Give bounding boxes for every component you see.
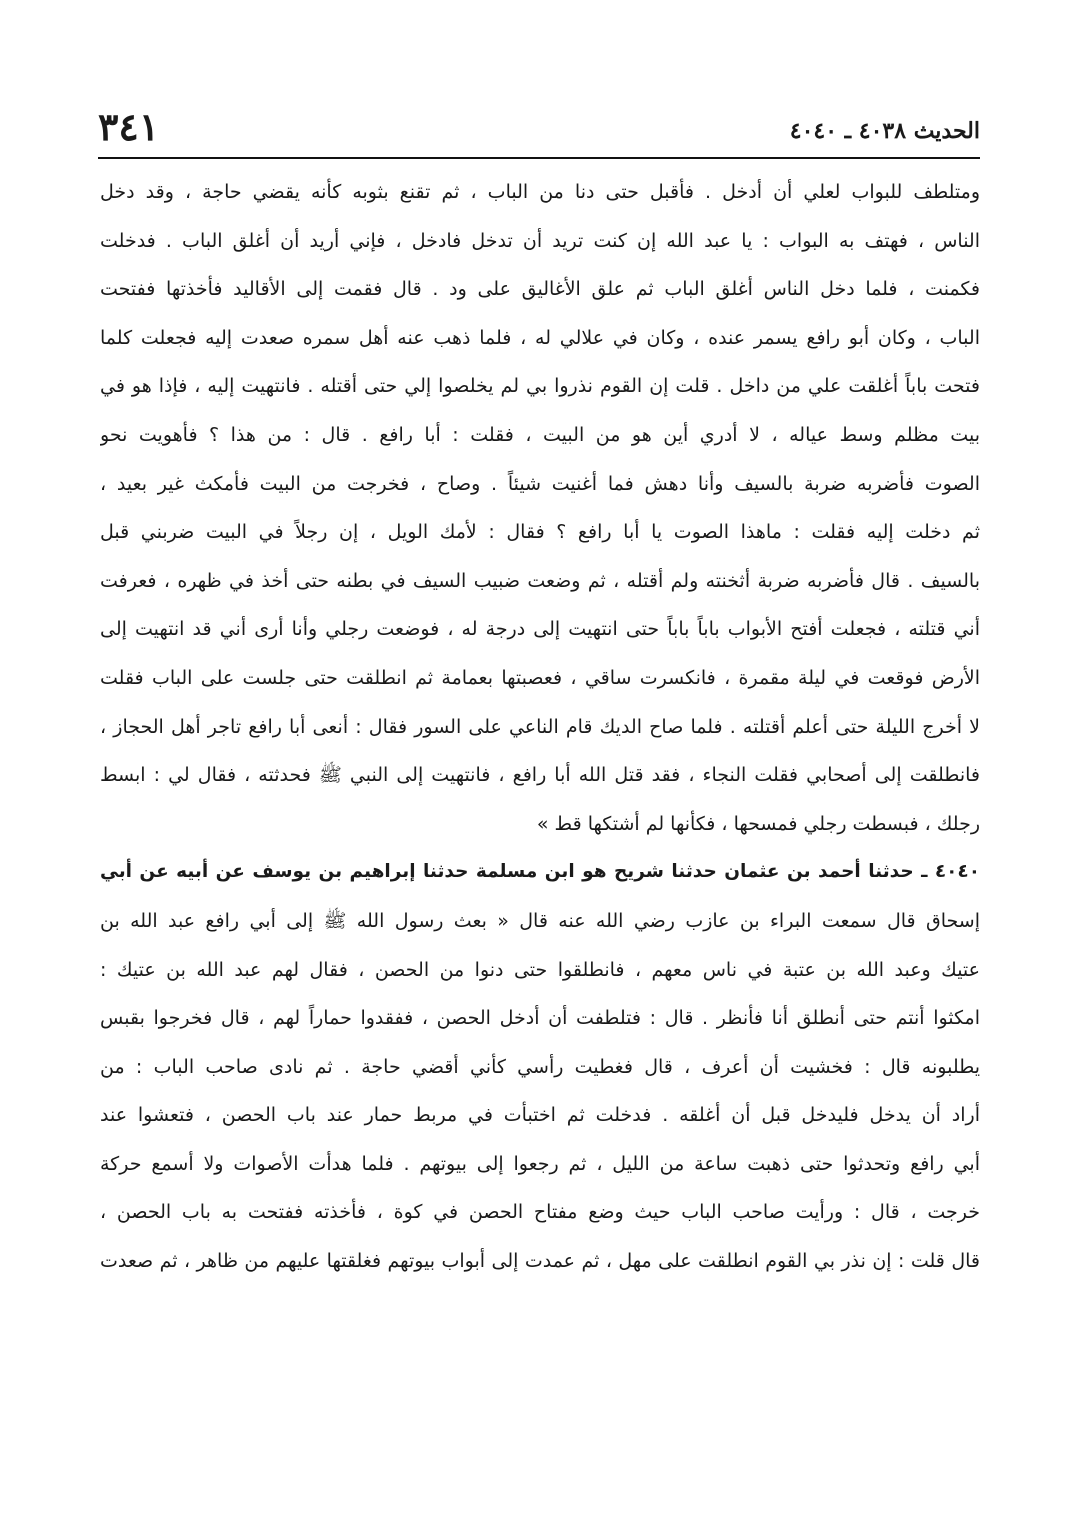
page-number: ٣٤١ xyxy=(98,104,160,149)
text-line: الصوت فأضربه ضربة بالسيف وأنا دهش فما أغنيت شيئاً . وصاح ، فخرجت من البيت فأمكث غير بعيد ، xyxy=(100,472,980,495)
text-line: أبي رافع وتحدثوا حتى ذهبت ساعة من الليل ، ثم رجعوا إلى بيوتهم . فلما هدأت الأصوات ولا أسمع حركة xyxy=(100,1152,980,1175)
text-line: لا أخرج الليلة حتى أعلم أقتلته . فلما صاح الديك قام الناعي على السور فقال : أنعى أبا رافع تاجر أهل الحجاز ، xyxy=(100,715,980,738)
text-line: الأرض فوقعت في ليلة مقمرة ، فانكسرت ساقي ، فعصبتها بعمامة ثم انطلقت حتى جلست على الباب فقلت xyxy=(100,666,980,689)
body-text xyxy=(100,168,980,1286)
hadith-start-line: ٤٠٤٠ ـ حدثنا أحمد بن عثمان حدثنا شريح هو ابن مسلمة حدثنا إبراهيم بن يوسف عن أبيه عن أبي xyxy=(100,861,980,883)
text-line: أني قتلته ، فجعلت أفتح الأبواب باباً باباً حتى انتهيت إلى درجة له ، فوضعت رجلي وأنا أرى أني قد انتهيت إلى xyxy=(100,618,980,641)
text-line: الباب ، وكان أبو رافع يسمر عنده ، وكان في علالي له ، فلما ذهب عنه أهل سمره صعدت إليه فجعلت كلما xyxy=(100,326,980,349)
text-line: بيت مظلم وسط عياله ، لا أدري أين هو من البيت ، فقلت : أبا رافع . قال : من هذا ؟ فأهويت نحو xyxy=(100,423,980,446)
page-header xyxy=(98,104,980,156)
text-line: قال قلت : إن نذر بي القوم انطلقت على مهل ، ثم عمدت إلى أبواب بيوتهم فغلقتها عليهم من ظاهر ، ثم صعدت xyxy=(100,1250,980,1273)
text-line: أراد أن يدخل فليدخل قبل أن أغلقه . فدخلت ثم اختبأت في مربط حمار عند باب الحصن ، فتعشوا عند xyxy=(100,1104,980,1127)
text-line: امكثوا أنتم حتى أنطلق أنا فأنظر . قال : فتلطفت أن أدخل الحصن ، ففقدوا حماراً لهم ، قال فخرجوا بقبس xyxy=(100,1007,980,1030)
text-line: عتيك وعبد الله بن عتبة في ناس معهم ، فانطلقوا حتى دنوا من الحصن ، فقال لهم عبد الله بن عتيك : xyxy=(100,958,980,981)
text-line: ثم دخلت إليه فقلت : ماهذا الصوت يا أبا رافع ؟ فقال : لأمك الويل ، إن رجلاً في البيت ضربني قبل xyxy=(100,521,980,544)
text-line: ومتلطف للبواب لعلي أن أدخل . فأقبل حتى دنا من الباب ، ثم تقنع بثوبه كأنه يقضي حاجة ، وقد دخل xyxy=(100,181,980,203)
text-line: يطلبونه قال : فخشيت أن أعرف ، قال فغطيت رأسي كأني أقضي حاجة . ثم نادى صاحب الباب : من xyxy=(100,1055,980,1078)
text-line: فتحت باباً أغلقت علي من داخل . قلت إن القوم نذروا بي لم يخلصوا إلي حتى أقتله . فانتهيت إليه ، فإذا هو في xyxy=(100,375,980,398)
text-line: خرجت ، قال : ورأيت صاحب الباب حيث وضع مفتاح الحصن في كوة ، فأخذته ففتحت به باب الحصن ، xyxy=(100,1201,980,1224)
text-line: رجلك ، فبسطت رجلي فمسحها ، فكأنها لم أشتكها قط » xyxy=(536,812,980,835)
text-line: فانطلقت إلى أصحابي فقلت النجاء ، فقد قتل الله أبا رافع ، فانتهيت إلى النبي ﷺ فحدثته ، فقال لي : ابسط xyxy=(100,764,980,787)
running-title: الحديث ٤٠٣٨ ـ ٤٠٤٠ xyxy=(789,118,980,144)
text-line: فكمنت ، فلما دخل الناس أغلق الباب ثم علق الأغاليق على ود . قال فقمت إلى الأقاليد فأخذتها ففتحت xyxy=(100,278,980,301)
text-line: الناس ، فهتف به البواب : يا عبد الله إن كنت تريد أن تدخل فادخل ، فإني أريد أن أغلق الباب . فدخلت xyxy=(100,229,980,252)
text-line: إسحاق قال سمعت البراء بن عازب رضي الله عنه قال « بعث رسول الله ﷺ إلى أبي رافع عبد الله بن xyxy=(100,909,980,932)
text-line: بالسيف . قال فأضربه ضربة أثخنته ولم أقتله ، ثم وضعت ضبيب السيف في بطنه حتى أخذ في ظهره ، فعرفت xyxy=(100,569,980,592)
header-divider xyxy=(98,157,980,159)
